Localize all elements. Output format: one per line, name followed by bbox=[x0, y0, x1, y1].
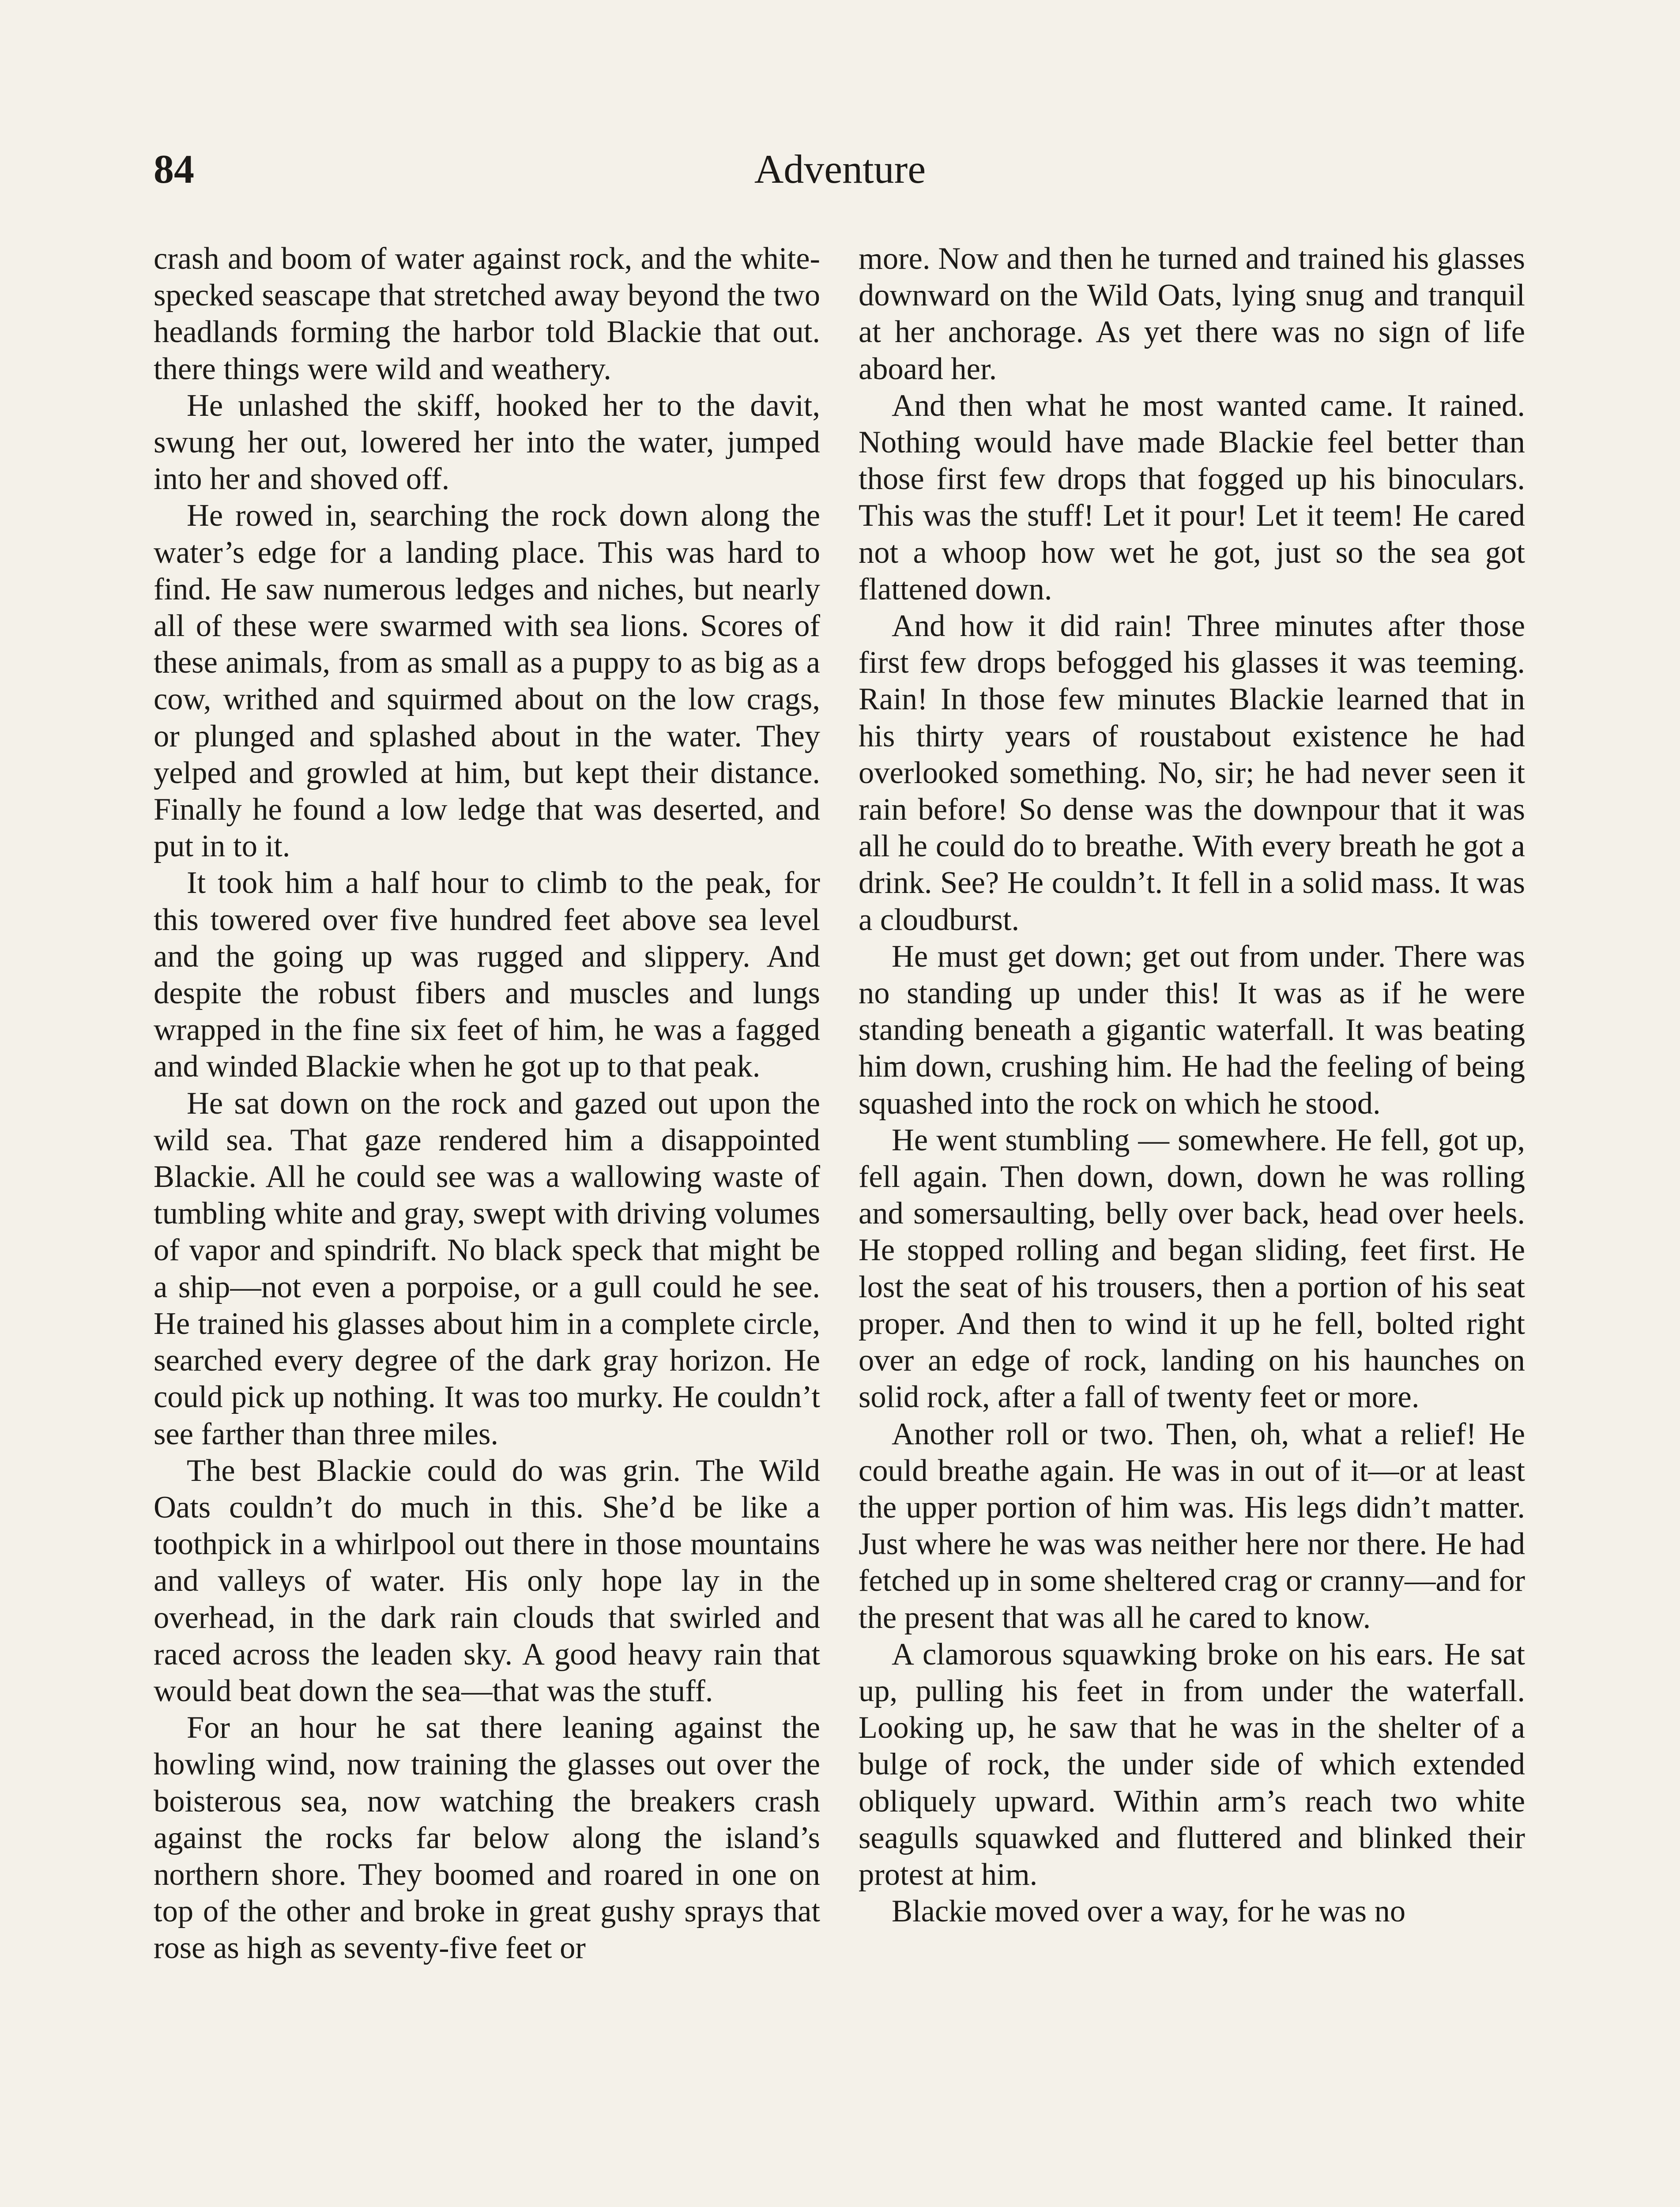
right-column bbox=[859, 241, 1525, 1930]
paragraph: And how it did rain! Three minutes after those first few drops befogged his glasses it was teeming. Rain! In those few minutes Blackie learned that in his thirty years of roustabout existence he had overlooked something. No, sir; he had never seen it rain before! So dense was the downpour that it was all he could do to breathe. With every breath he got a drink. See? He couldn’t. It fell in a solid mass. It was a cloudburst. bbox=[859, 609, 1525, 937]
paragraph: crash and boom of water against rock, and the white-specked seascape that stretched away beyond the two headlands forming the harbor told Blackie that out. there things were wild and weathery. bbox=[154, 241, 820, 386]
left-column bbox=[154, 241, 820, 1967]
paragraph: He must get down; get out from under. There was no standing up under this! It was as if he were standing beneath a gigantic waterfall. It was beating him down, crushing him. He had the feeling of being squashed into the rock on which he stood. bbox=[859, 939, 1525, 1121]
paragraph: A clamorous squawking broke on his ears. He sat up, pulling his feet in from under the waterfall. Looking up, he saw that he was in the shelter of a bulge of rock, the under side of which extended obliquely upward. Within arm’s reach two white seagulls squawked and fluttered and blinked their protest at him. bbox=[859, 1637, 1525, 1892]
paragraph: He rowed in, searching the rock down along the water’s edge for a landing place. This was hard to find. He saw numerous ledges and niches, but nearly all of these were swarmed with sea lions. Scores of these animals, from as small as a puppy to as big as a cow, writhed and squirmed about on the low crags, or plunged and splashed about in the water. They yelped and growled at him, but kept their distance. Finally he found a low ledge that was deserted, and put in to it. bbox=[154, 498, 820, 864]
paragraph: For an hour he sat there leaning against the howling wind, now training the glasses out over the boisterous sea, now watching the breakers crash against the rocks far below along the island’s northern shore. They boomed and roared in one on top of the other and broke in great gushy sprays that rose as high as seventy-five feet or bbox=[154, 1710, 820, 1966]
running-head: Adventure bbox=[754, 147, 926, 192]
paragraph: It took him a half hour to climb to the peak, for this towered over five hundred feet above sea level and the going up was rugged and slippery. And despite the robust fibers and muscles and lungs wrapped in the fine six feet of him, he was a fagged and winded Blackie when he got up to that peak. bbox=[154, 866, 820, 1084]
paragraph: And then what he most wanted came. It rained. Nothing would have made Blackie feel better than those first few drops that fogged up his binoculars. This was the stuff! Let it pour! Let it teem! He cared not a whoop how wet he got, just so the sea got flattened down. bbox=[859, 388, 1525, 606]
paragraph: Another roll or two. Then, oh, what a relief! He could breathe again. He was in out of it—or at least the upper portion of him was. His legs didn’t matter. Just where he was was neither here nor there. He had fetched up in some sheltered crag or cranny—and for the present that was all he cared to know. bbox=[859, 1416, 1525, 1635]
paragraph: Blackie moved over a way, for he was no bbox=[892, 1894, 1406, 1929]
paragraph: The best Blackie could do was grin. The Wild Oats couldn’t do much in this. She’d be like a toothpick in a whirlpool out there in those mountains and valleys of water. His only hope lay in the overhead, in the dark rain clouds that swirled and raced across the leaden sky. A good heavy rain that would beat down the sea—that was the stuff. bbox=[154, 1453, 820, 1708]
paragraph: He sat down on the rock and gazed out upon the wild sea. That gaze rendered him a disappointed Blackie. All he could see was a wallowing waste of tumbling white and gray, swept with driving volumes of vapor and spindrift. No black speck that might be a ship—not even a porpoise, or a gull could he see. He trained his glasses about him in a complete circle, searched every degree of the dark gray horizon. He could pick up nothing. It was too murky. He couldn’t see farther than three miles. bbox=[154, 1086, 820, 1451]
paragraph: more. Now and then he turned and trained his glasses downward on the Wild Oats, lying snug and tranquil at her anchorage. As yet there was no sign of life aboard her. bbox=[859, 241, 1525, 386]
paragraph: He unlashed the skiff, hooked her to the davit, swung her out, lowered her into the water, jumped into her and shoved off. bbox=[154, 388, 820, 497]
page-number: 84 bbox=[154, 147, 194, 192]
paragraph: He went stumbling — somewhere. He fell, got up, fell again. Then down, down, down he was rolling and somersaulting, belly over back, head over heels. He stopped rolling and began sliding, feet first. He lost the seat of his trousers, then a portion of his seat proper. And then to wind it up he fell, bolted right over an edge of rock, landing on his haunches on solid rock, after a fall of twenty feet or more. bbox=[859, 1122, 1525, 1415]
